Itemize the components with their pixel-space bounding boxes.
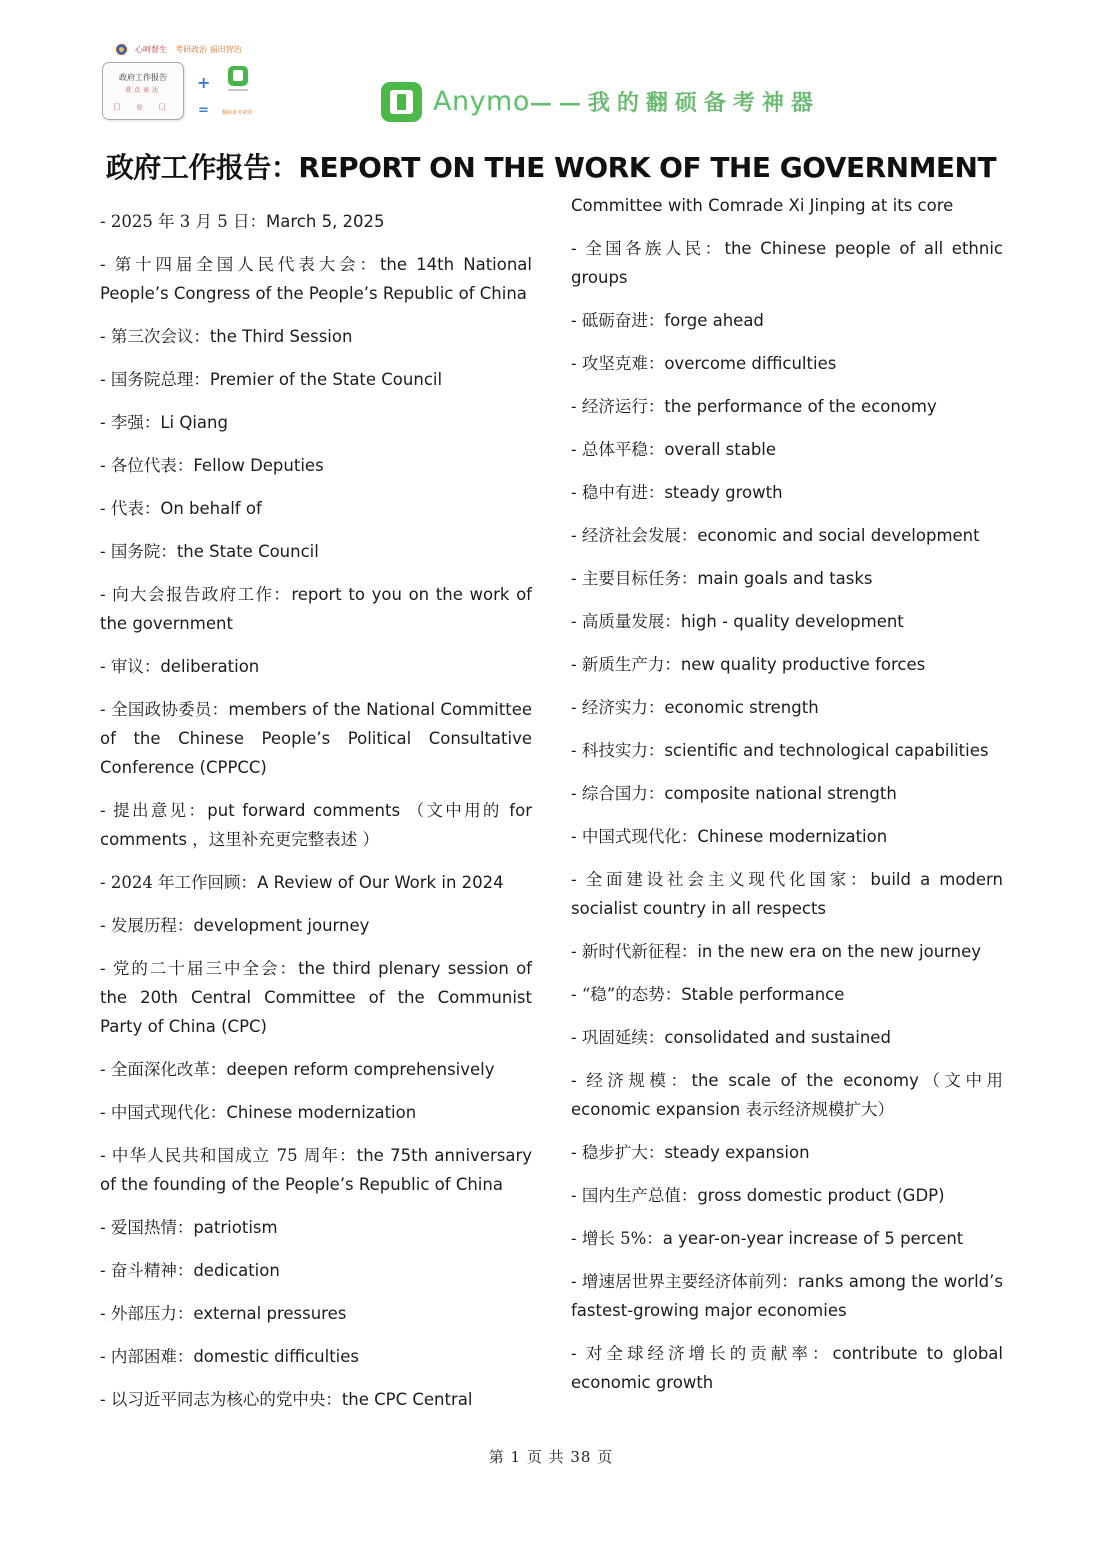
document-title: 政府工作报告：REPORT ON THE WORK OF THE GOVERNMENT: [105, 151, 997, 184]
entry-english-translation: in the new era on the new journey: [697, 942, 982, 961]
entry-chinese-term: - 中国式现代化：: [100, 1103, 227, 1122]
app-icon-small: [228, 66, 248, 86]
mini-tagline: 翻硕备考神器: [222, 110, 253, 116]
glossary-entry: [100, 1098, 532, 1127]
glossary-entry: [571, 478, 1003, 507]
glossary-entry: [100, 365, 532, 394]
glossary-entry: [571, 1267, 1003, 1325]
entry-english-translation: steady expansion: [664, 1143, 810, 1162]
glossary-entry: [571, 349, 1003, 378]
entry-english-translation: Fellow Deputies: [193, 456, 324, 475]
glossary-entry: [571, 937, 1003, 966]
glossary-entry: [571, 865, 1003, 923]
entry-chinese-term: - 全面建设社会主义现代化国家：: [571, 870, 871, 889]
entry-chinese-term: - 代表：: [100, 499, 161, 518]
entry-english-translation: Chinese modernization: [226, 1103, 417, 1122]
entry-english-translation: Premier of the State Council: [209, 370, 443, 389]
entry-english-translation: put forward comments （文中用的 for comments ，这里补充更完整表述 ）: [100, 801, 532, 849]
entry-chinese-term: - 第十四届全国人民代表大会：: [100, 255, 380, 274]
glossary-entry: [571, 693, 1003, 722]
entry-chinese-term: - 经济实力：: [571, 698, 665, 717]
entry-chinese-term: - 巩固延续：: [571, 1028, 665, 1047]
glossary-entry: [571, 1023, 1003, 1052]
card-title: 政府工作报告: [119, 73, 167, 82]
entry-english-translation: the scale of the economy（文中用 economic expansion 表示经济规模扩大）: [571, 1071, 1003, 1119]
glossary-entry: [571, 234, 1003, 292]
entry-chinese-term: - 科技实力：: [571, 741, 665, 760]
left-column: [100, 207, 532, 1428]
entry-english-translation: contribute to global economic growth: [571, 1344, 1003, 1392]
glossary-entry: [100, 207, 532, 236]
glossary-entry: [100, 1342, 532, 1371]
glossary-entry: [100, 1213, 532, 1242]
entry-english-translation: steady growth: [664, 483, 783, 502]
entry-english-translation: Stable performance: [681, 985, 845, 1004]
right-column: [571, 191, 1003, 1411]
entry-english-translation: patriotism: [193, 1218, 278, 1237]
glossary-entry: [100, 1385, 532, 1414]
entry-chinese-term: - 中华人民共和国成立 75 周年：: [100, 1146, 357, 1165]
seal-icon: [116, 44, 127, 55]
glossary-entry: [100, 1055, 532, 1084]
entry-chinese-term: - 主要目标任务：: [571, 569, 698, 588]
entry-chinese-term: - 内部困难：: [100, 1347, 194, 1366]
entry-english-translation: members of the National Committee of the Chinese People’s Political Consultative Conference (CPPCC): [100, 700, 533, 777]
glossary-entry: [100, 911, 532, 940]
entry-english-translation: new quality productive forces: [680, 655, 926, 674]
entry-chinese-term: - 国务院：: [100, 542, 177, 561]
entry-english-translation: economic strength: [664, 698, 819, 717]
glossary-entry: [571, 1339, 1003, 1397]
glossary-entry: [571, 191, 1003, 220]
entry-chinese-term: - 各位代表：: [100, 456, 194, 475]
entry-english-translation: forge ahead: [664, 311, 764, 330]
entry-chinese-term: - 国内生产总值：: [571, 1186, 698, 1205]
entry-english-translation: the third plenary session of the 20th Central Committee of the Communist Party of China (CPC): [100, 959, 532, 1036]
equals-icon: =: [198, 103, 209, 118]
header-tag-1: 心呵督生: [135, 44, 167, 54]
entry-chinese-term: - 发展历程：: [100, 916, 194, 935]
entry-chinese-term: - 第三次会议：: [100, 327, 210, 346]
entry-english-translation: the 14th National People’s Congress of the People’s Republic of China: [100, 255, 533, 303]
glossary-entry: [571, 1224, 1003, 1253]
entry-english-translation: deepen reform comprehensively: [226, 1060, 495, 1079]
entry-english-translation: scientific and technological capabilities: [664, 741, 989, 760]
entry-chinese-term: - 对全球经济增长的贡献率：: [571, 1344, 833, 1363]
glossary-entry: [100, 954, 532, 1041]
glossary-entry: [100, 1141, 532, 1199]
glossary-entry: [571, 521, 1003, 550]
glossary-entry: [100, 408, 532, 437]
entry-chinese-term: - 以习近平同志为核心的党中央：: [100, 1390, 342, 1409]
entry-chinese-term: - 奋斗精神：: [100, 1261, 194, 1280]
entry-english-translation: Chinese modernization: [697, 827, 888, 846]
glossary-entry: [571, 564, 1003, 593]
entry-chinese-term: - 党的二十届三中全会：: [100, 959, 299, 978]
entry-chinese-term: - 李强：: [100, 413, 161, 432]
entry-chinese-term: - 外部压力：: [100, 1304, 194, 1323]
glossary-entry: [571, 980, 1003, 1009]
glossary-entry: [100, 695, 532, 782]
glossary-entry: [571, 306, 1003, 335]
entry-chinese-term: - 综合国力：: [571, 784, 665, 803]
entry-english-translation: dedication: [193, 1261, 280, 1280]
entry-english-translation: A Review of Our Work in 2024: [257, 873, 504, 892]
brand-logo-icon: [381, 82, 422, 122]
book-icon: [390, 90, 413, 114]
glossary-entry: [571, 1181, 1003, 1210]
entry-english-translation: the State Council: [176, 542, 319, 561]
entry-chinese-term: - 全国政协委员：: [100, 700, 229, 719]
entry-chinese-term: - 2024 年工作回顾：: [100, 873, 258, 892]
entry-english-translation: the Chinese people of all ethnic groups: [571, 239, 1003, 287]
entry-english-translation: main goals and tasks: [697, 569, 873, 588]
entry-english-translation: high - quality development: [680, 612, 904, 631]
glossary-entry: [100, 580, 532, 638]
entry-chinese-term: - 审议：: [100, 657, 161, 676]
entry-english-translation: domestic difficulties: [193, 1347, 360, 1366]
glossary-entry: [100, 1256, 532, 1285]
entry-chinese-term: - 全国各族人民：: [571, 239, 725, 258]
entry-english-translation: economic and social development: [697, 526, 980, 545]
brand-tagline: ——我的翻硕备考神器: [529, 90, 820, 116]
entry-chinese-term: - 2025 年 3 月 5 日：: [100, 212, 267, 231]
entry-english-translation: March 5, 2025: [266, 212, 385, 231]
entry-english-translation: report to you on the work of the government: [100, 585, 532, 633]
entry-english-translation: ranks among the world’s fastest-growing major economies: [571, 1272, 1003, 1320]
brand-name: Anymo: [433, 86, 530, 117]
glossary-entry: [571, 736, 1003, 765]
entry-chinese-term: - 总体平稳：: [571, 440, 665, 459]
entry-chinese-term: - 稳中有进：: [571, 483, 665, 502]
app-icon-caption: [228, 89, 248, 91]
entry-english-translation: external pressures: [193, 1304, 347, 1323]
entry-chinese-term: - 经济运行：: [571, 397, 665, 416]
glossary-entry: [571, 1066, 1003, 1124]
entry-english-translation: a year-on-year increase of 5 percent: [662, 1229, 964, 1248]
entry-chinese-term: - 高质量发展：: [571, 612, 681, 631]
entry-english-translation: the 75th anniversary of the founding of the People’s Republic of China: [100, 1146, 532, 1194]
header-tag-2: 考研政治 福田智治: [175, 44, 242, 54]
entry-chinese-term: - 新质生产力：: [571, 655, 681, 674]
glossary-entry: [571, 435, 1003, 464]
glossary-entry: [100, 494, 532, 523]
entry-chinese-term: - 砥砺奋进：: [571, 311, 665, 330]
glossary-entry: [100, 451, 532, 480]
brand-banner: [433, 86, 820, 117]
entry-chinese-term: - 新时代新征程：: [571, 942, 698, 961]
header-tagline-row: [116, 42, 242, 56]
entry-chinese-term: - 提出意见：: [100, 801, 208, 820]
glossary-entry: [571, 1138, 1003, 1167]
entry-english-translation: composite national strength: [664, 784, 897, 803]
entry-english-translation: the CPC Central: [341, 1390, 473, 1409]
glossary-entry: [571, 607, 1003, 636]
entry-chinese-term: - 向大会报告政府工作：: [100, 585, 292, 604]
entry-chinese-term: - 增速居世界主要经济体前列：: [571, 1272, 798, 1291]
entry-chinese-term: - 国务院总理：: [100, 370, 210, 389]
glossary-entry: [100, 796, 532, 854]
entry-english-translation: consolidated and sustained: [664, 1028, 891, 1047]
entry-english-translation: the performance of the economy: [664, 397, 937, 416]
page-number-footer: 第 1 页 共 38 页: [488, 1448, 614, 1466]
entry-english-translation: gross domestic product (GDP): [697, 1186, 945, 1205]
card-subtitle: 重点表达: [124, 87, 161, 94]
entry-chinese-term: - “稳”的态势：: [571, 985, 682, 1004]
card-icons: 囗 ◎ 囗: [113, 103, 173, 111]
entry-english-translation: Li Qiang: [160, 413, 228, 432]
entry-english-translation: Committee with Comrade Xi Jinping at its core: [571, 196, 954, 215]
entry-english-translation: deliberation: [160, 657, 260, 676]
entry-english-translation: build a modern socialist country in all respects: [571, 870, 1004, 918]
plus-icon: +: [197, 73, 211, 92]
glossary-entry: [100, 652, 532, 681]
glossary-entry: [571, 392, 1003, 421]
glossary-entry: [100, 1299, 532, 1328]
report-card-logo: [102, 62, 184, 120]
entry-chinese-term: - 爱国热情：: [100, 1218, 194, 1237]
glossary-entry: [571, 822, 1003, 851]
entry-chinese-term: - 全面深化改革：: [100, 1060, 227, 1079]
entry-chinese-term: - 稳步扩大：: [571, 1143, 665, 1162]
entry-chinese-term: - 经济规模：: [571, 1071, 692, 1090]
glossary-entry: [100, 537, 532, 566]
glossary-entry: [571, 779, 1003, 808]
glossary-entry: [100, 868, 532, 897]
entry-english-translation: the Third Session: [209, 327, 353, 346]
entry-english-translation: overall stable: [664, 440, 777, 459]
entry-chinese-term: - 攻坚克难：: [571, 354, 665, 373]
entry-chinese-term: - 增长 5%：: [571, 1229, 663, 1248]
entry-english-translation: On behalf of: [160, 499, 262, 518]
entry-english-translation: development journey: [193, 916, 370, 935]
entry-english-translation: overcome difficulties: [664, 354, 837, 373]
glossary-entry: [100, 322, 532, 351]
glossary-entry: [571, 650, 1003, 679]
glossary-entry: [100, 250, 532, 308]
entry-chinese-term: - 中国式现代化：: [571, 827, 698, 846]
entry-chinese-term: - 经济社会发展：: [571, 526, 698, 545]
